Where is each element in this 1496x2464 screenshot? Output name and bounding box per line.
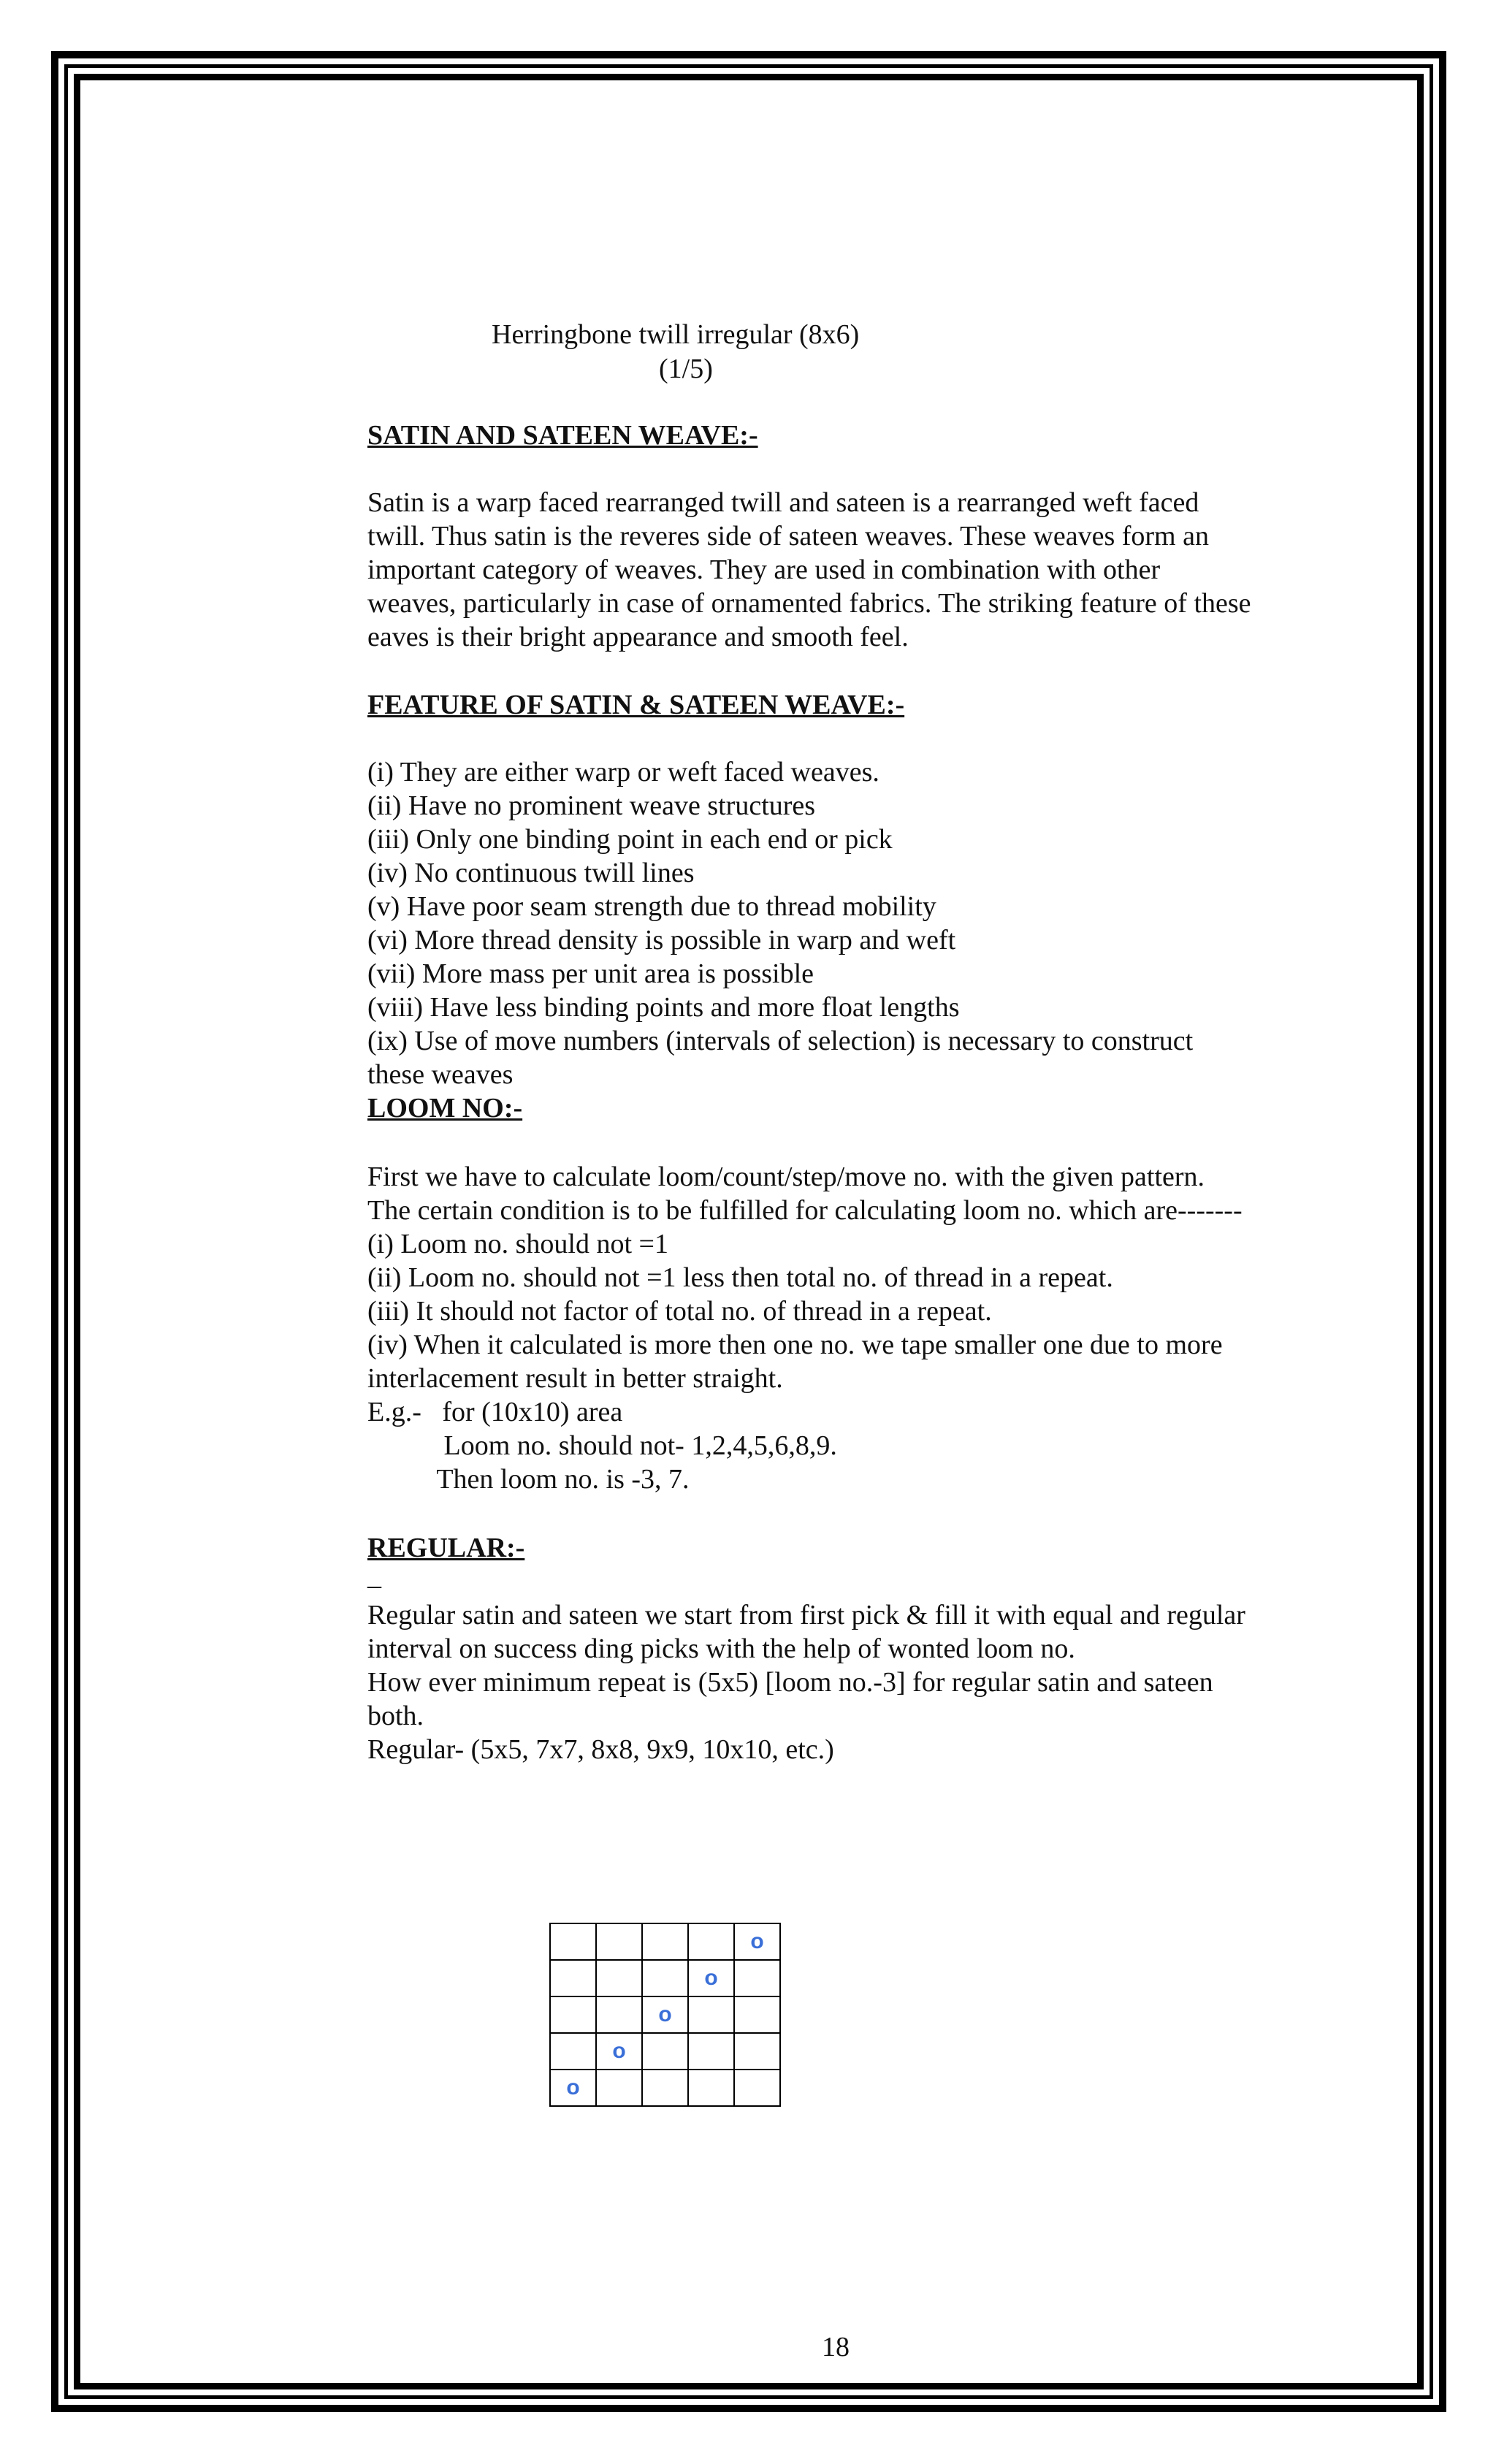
loom-section xyxy=(367,1160,1317,1496)
regular-line: Regular- (5x5, 7x7, 8x8, 9x9, 10x10, etc.) xyxy=(367,1734,834,1765)
feature-item: these weaves xyxy=(367,1059,514,1090)
grid-cell xyxy=(596,1923,642,1960)
loom-line: (iii) It should not factor of total no. of thread in a repeat. xyxy=(367,1296,992,1327)
feature-item: (viii) Have less binding points and more float lengths xyxy=(367,992,960,1023)
grid-cell xyxy=(596,2070,642,2106)
grid-cell-marked: o xyxy=(688,1960,734,1996)
regular-line: Regular satin and sateen we start from first pick & fill it with equal and regular xyxy=(367,1600,1245,1630)
loom-line: (i) Loom no. should not =1 xyxy=(367,1229,668,1259)
grid-row xyxy=(550,1996,780,2033)
grid-cell xyxy=(734,1960,780,1996)
grid-cell-marked: o xyxy=(734,1923,780,1960)
regular-heading: REGULAR:- xyxy=(367,1533,525,1563)
loom-line: Loom no. should not- 1,2,4,5,6,8,9. xyxy=(367,1430,837,1461)
figure-caption-title: Herringbone twill irregular (8x6) xyxy=(492,319,860,350)
grid-cell xyxy=(642,1960,688,1996)
regular-line: interval on success ding picks with the help of wonted loom no. xyxy=(367,1633,1075,1664)
grid-row xyxy=(550,1960,780,1996)
feature-item: (vi) More thread density is possible in warp and weft xyxy=(367,925,956,956)
satin-line: important category of weaves. They are used in combination with other xyxy=(367,554,1161,585)
satin-line: eaves is their bright appearance and smooth feel. xyxy=(367,622,909,652)
grid-cell xyxy=(596,1996,642,2033)
grid-cell xyxy=(734,2033,780,2070)
feature-item: (vii) More mass per unit area is possible xyxy=(367,958,814,989)
loom-line: (iv) When it calculated is more then one no. we tape smaller one due to more xyxy=(367,1330,1223,1360)
regular-line: both. xyxy=(367,1701,424,1731)
loom-line: interlacement result in better straight. xyxy=(367,1363,783,1394)
grid-cell-marked: o xyxy=(596,2033,642,2070)
satin-line: twill. Thus satin is the reveres side of sateen weaves. These weaves form an xyxy=(367,521,1209,552)
page-number: 18 xyxy=(822,2332,850,2362)
grid-cell-marked: o xyxy=(642,1996,688,2033)
loom-line: (ii) Loom no. should not =1 less then total no. of thread in a repeat. xyxy=(367,1262,1113,1293)
grid-cell xyxy=(642,2070,688,2106)
feature-item: (ix) Use of move numbers (intervals of selection) is necessary to construct xyxy=(367,1026,1194,1056)
grid-cell xyxy=(734,2070,780,2106)
grid-cell xyxy=(550,2033,596,2070)
grid-cell xyxy=(688,2033,734,2070)
grid-cell xyxy=(550,1923,596,1960)
grid-cell xyxy=(688,2070,734,2106)
loom-line: E.g.- for (10x10) area xyxy=(367,1397,623,1427)
satin-paragraph xyxy=(367,486,1317,654)
feature-item: (v) Have poor seam strength due to thread mobility xyxy=(367,891,936,922)
regular-dash: _ xyxy=(367,1560,381,1591)
feature-item: (ii) Have no prominent weave structures xyxy=(367,790,816,821)
feature-heading: FEATURE OF SATIN & SATEEN WEAVE:- xyxy=(367,690,905,720)
weave-design-grid xyxy=(549,1923,781,2107)
satin-line: weaves, particularly in case of ornamented fabrics. The striking feature of these xyxy=(367,588,1251,619)
regular-paragraph xyxy=(367,1598,1317,1766)
grid-cell xyxy=(550,1996,596,2033)
feature-item: (iv) No continuous twill lines xyxy=(367,858,695,888)
loom-line: First we have to calculate loom/count/step/move no. with the given pattern. xyxy=(367,1162,1205,1192)
figure-caption-ratio: (1/5) xyxy=(659,354,713,384)
grid-cell xyxy=(642,2033,688,2070)
grid-row xyxy=(550,2033,780,2070)
loom-line: The certain condition is to be fulfilled for calculating loom no. which are------- xyxy=(367,1195,1243,1226)
grid-cell xyxy=(734,1996,780,2033)
feature-item: (i) They are either warp or weft faced weaves. xyxy=(367,757,879,787)
grid-cell xyxy=(688,1996,734,2033)
grid-cell xyxy=(642,1923,688,1960)
regular-line: How ever minimum repeat is (5x5) [loom no.-3] for regular satin and sateen xyxy=(367,1667,1213,1698)
grid-row xyxy=(550,2070,780,2106)
feature-list xyxy=(367,755,1317,1125)
loom-heading: LOOM NO:- xyxy=(367,1093,523,1124)
grid-cell xyxy=(596,1960,642,1996)
grid-cell-marked: o xyxy=(550,2070,596,2106)
loom-line: Then loom no. is -3, 7. xyxy=(367,1464,690,1495)
satin-line: Satin is a warp faced rearranged twill and sateen is a rearranged weft faced xyxy=(367,487,1199,518)
grid-row xyxy=(550,1923,780,1960)
grid-cell xyxy=(688,1923,734,1960)
satin-heading: SATIN AND SATEEN WEAVE:- xyxy=(367,420,758,451)
feature-item: (iii) Only one binding point in each end or pick xyxy=(367,824,893,855)
grid-cell xyxy=(550,1960,596,1996)
